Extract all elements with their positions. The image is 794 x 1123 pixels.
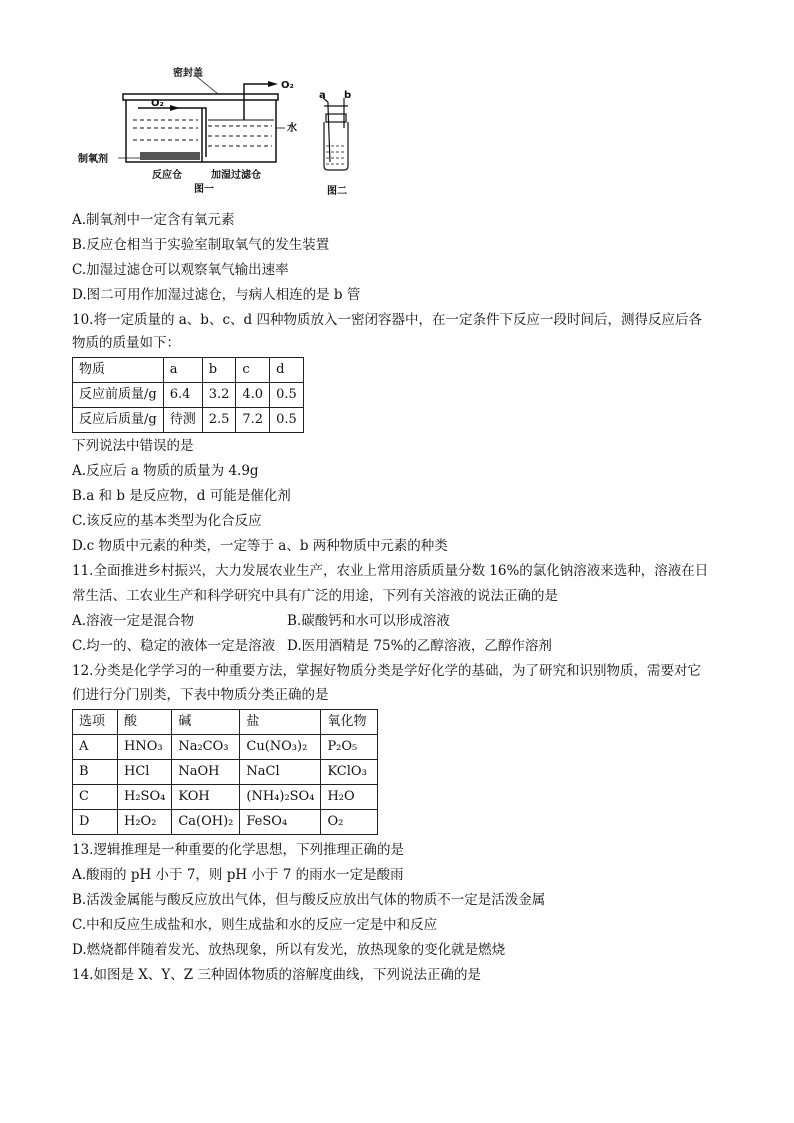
q11-option-b: B.碳酸钙和水可以形成溶液 (287, 613, 450, 629)
label-tube-a: a (319, 90, 326, 101)
table-cell: P₂O₅ (321, 735, 378, 760)
table-header-row (73, 710, 378, 735)
q10-stem-line2: 物质的质量如下： (72, 335, 180, 351)
table-cell: 6.4 (163, 383, 202, 408)
q9-option-d: D.图二可用作加湿过滤仓，与病人相连的是 b 管 (72, 287, 361, 303)
table-cell: 物质 (73, 358, 164, 383)
label-tube-b: b (344, 90, 352, 101)
table-cell: H₂SO₄ (118, 785, 172, 810)
table-row (73, 383, 304, 408)
caption-figure-1: 图一 (194, 184, 214, 195)
q10-option-c: C.该反应的基本类型为化合反应 (72, 513, 262, 529)
q10-option-b: B.a 和 b 是反应物，d 可能是催化剂 (72, 488, 291, 504)
table-row (73, 735, 378, 760)
q12-stem-line2: 们进行分门别类，下表中物质分类正确的是 (72, 687, 329, 703)
q9-option-a: A.制氧剂中一定含有氧元素 (72, 212, 235, 228)
q11-option-c: C.均一的、稳定的液体一定是溶液 (72, 638, 276, 654)
q10-mass-table (72, 357, 304, 433)
table-cell: 酸 (118, 710, 172, 735)
q12-classification-table (72, 709, 378, 835)
table-cell: d (270, 358, 304, 383)
table-cell: a (163, 358, 202, 383)
label-o2-out: O₂ (281, 80, 294, 91)
q11-stem-line2: 常生活、工农业生产和科学研究中具有广泛的用途，下列有关溶液的说法正确的是 (72, 588, 558, 604)
table-cell: KClO₃ (321, 760, 378, 785)
label-o2-in: O₂ (151, 98, 164, 109)
table-row (73, 760, 378, 785)
q13-option-b: B.活泼金属能与酸反应放出气体，但与酸反应放出气体的物质不一定是活泼金属 (72, 892, 546, 908)
q9-option-b: B.反应仓相当于实验室制取氧气的发生装置 (72, 237, 330, 253)
table-row (73, 408, 304, 433)
table-cell: B (73, 760, 118, 785)
q10-option-d: D.c 物质中元素的种类，一定等于 a、b 两种物质中元素的种类 (72, 538, 448, 554)
table-cell: 反应前质量/g (73, 383, 164, 408)
table-cell: b (202, 358, 236, 383)
table-header-row (73, 358, 304, 383)
table-cell: C (73, 785, 118, 810)
q13-stem: 13.逻辑推理是一种重要的化学思想，下列推理正确的是 (72, 842, 404, 858)
table-cell: HNO₃ (118, 735, 172, 760)
table-cell: 待测 (163, 408, 202, 433)
table-cell: NaOH (172, 760, 240, 785)
table-cell: 反应后质量/g (73, 408, 164, 433)
table-row (73, 785, 378, 810)
table-cell: D (73, 810, 118, 835)
q11-stem-line1: 11.全面推进乡村振兴，大力发展农业生产，农业上常用溶质质量分数 16%的氯化钠溶液来选种，溶液在日 (72, 563, 709, 579)
table-cell: FeSO₄ (240, 810, 321, 835)
label-water: 水 (287, 123, 297, 134)
label-filter: 加湿过滤仓 (211, 170, 261, 181)
caption-figure-2: 图二 (327, 186, 347, 197)
q10-option-a: A.反应后 a 物质的质量为 4.9g (72, 463, 259, 479)
table-cell: 碱 (172, 710, 240, 735)
table-cell: Cu(NO₃)₂ (240, 735, 321, 760)
apparatus-figure (78, 62, 378, 202)
table-cell: 0.5 (270, 383, 304, 408)
table-cell: 3.2 (202, 383, 236, 408)
table-cell: 0.5 (270, 408, 304, 433)
table-cell: A (73, 735, 118, 760)
table-cell: KOH (172, 785, 240, 810)
table-cell: 选项 (73, 710, 118, 735)
q12-stem-line1: 12.分类是化学学习的一种重要方法，掌握好物质分类是学好化学的基础，为了研究和识别物质，需要对它 (72, 663, 701, 679)
table-cell: HCl (118, 760, 172, 785)
table-cell: 氧化物 (321, 710, 378, 735)
table-cell: H₂O₂ (118, 810, 172, 835)
table-cell: 2.5 (202, 408, 236, 433)
table-cell: c (236, 358, 270, 383)
q10-stem-line1: 10.将一定质量的 a、b、c、d 四种物质放入一密闭容器中，在一定条件下反应一段时间后，测得反应后各 (72, 312, 702, 328)
q13-option-c: C.中和反应生成盐和水，则生成盐和水的反应一定是中和反应 (72, 917, 438, 933)
q11-option-a: A.溶液一定是混合物 (72, 613, 195, 629)
table-cell: Na₂CO₃ (172, 735, 240, 760)
label-lid: 密封盖 (173, 68, 203, 79)
label-reaction: 反应仓 (152, 170, 182, 181)
table-cell: Ca(OH)₂ (172, 810, 240, 835)
q14-stem: 14.如图是 X、Y、Z 三种固体物质的溶解度曲线，下列说法正确的是 (72, 967, 481, 983)
q13-option-a: A.酸雨的 pH 小于 7，则 pH 小于 7 的雨水一定是酸雨 (72, 867, 404, 883)
table-cell: 7.2 (236, 408, 270, 433)
table-cell: 盐 (240, 710, 321, 735)
table-cell: NaCl (240, 760, 321, 785)
q10-question: 下列说法中错误的是 (72, 438, 194, 454)
table-cell: H₂O (321, 785, 378, 810)
q9-option-c: C.加湿过滤仓可以观察氧气输出速率 (72, 262, 289, 278)
table-cell: O₂ (321, 810, 378, 835)
label-agent: 制氧剂 (78, 154, 108, 165)
table-cell: (NH₄)₂SO₄ (240, 785, 321, 810)
table-cell: 4.0 (236, 383, 270, 408)
q11-option-d: D.医用酒精是 75%的乙醇溶液，乙醇作溶剂 (287, 638, 552, 654)
q13-option-d: D.燃烧都伴随着发光、放热现象，所以有发光，放热现象的变化就是燃烧 (72, 942, 506, 958)
table-row (73, 810, 378, 835)
